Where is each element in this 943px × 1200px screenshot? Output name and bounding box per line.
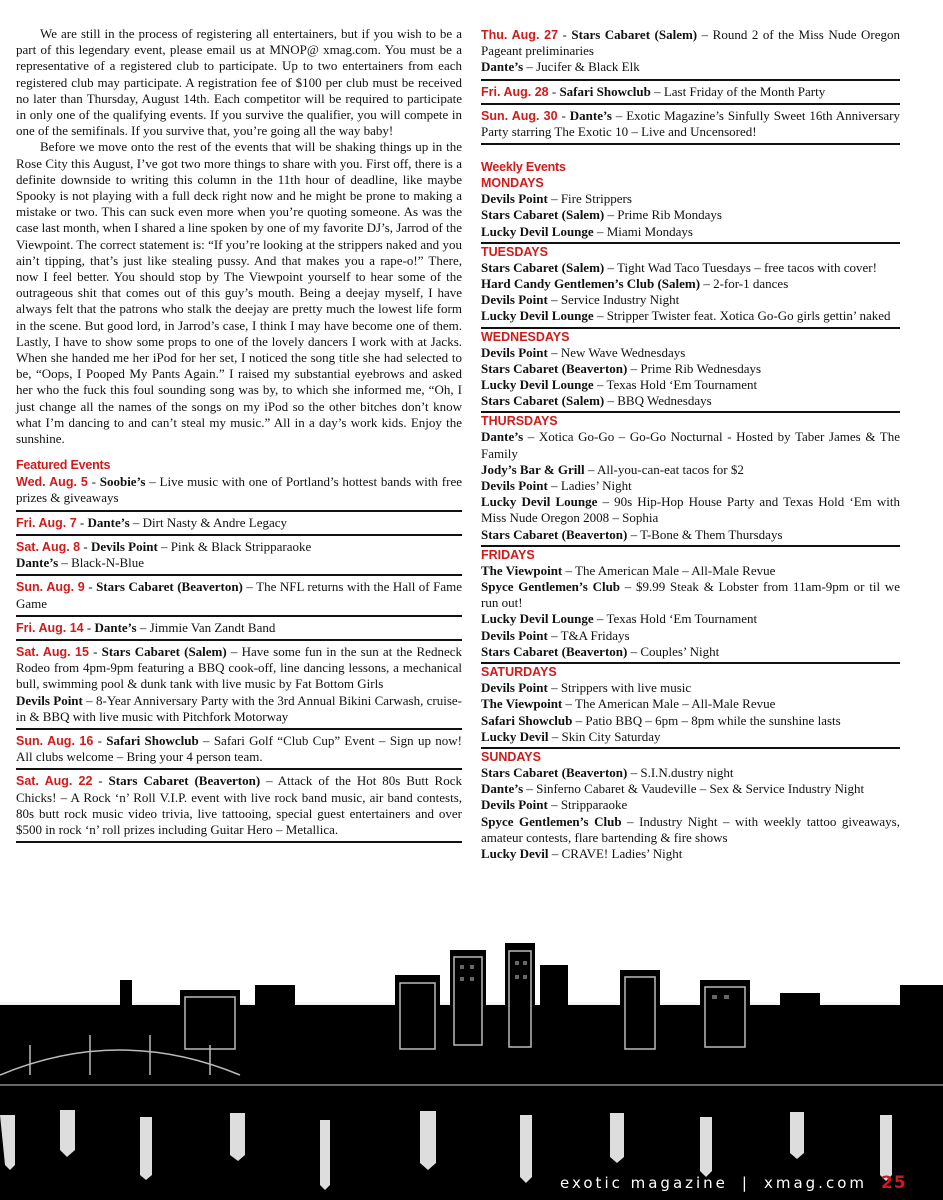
weekly-event: Devils Point – T&A Fridays: [481, 627, 630, 643]
weekly-description: All-you-can-eat tacos for $2: [596, 461, 744, 477]
event-date: Sun. Aug. 16: [16, 733, 94, 748]
weekly-description: New Wave Wednesdays: [560, 344, 686, 360]
weekly-event: Lucky Devil Lounge – Stripper Twister feat. Xotica Go-Go girls gettin’ naked: [481, 308, 891, 324]
weekly-description: Industry Night – with weekly tattoo giveaways, amateur contests, flare bartending & fire shows: [481, 813, 900, 845]
featured-events-list: [16, 473, 462, 843]
weekly-description: 90s Hip-Hop House Party and Texas Hold ‘Em with Miss Nude Oregon 2008 – Sophia: [481, 494, 900, 526]
intro-paragraph: Before we move onto the rest of the events that will be shaking things up in the Rose City this August, I’ve got two more things to share with you. First off, there is a definite downside to writing this column in the 11th hour of deadline, like maybe Spooky is not playing with a full deck right now and he might be prone to making a mistake or two. This can suck even more when you’re quoting someone. As was the case last month, when I shared a line spoken by one of my favorite DJ’s, Jarrod of the Viewpoint. The correct statement is: “If you’re looking at the strippers naked and you ain’t tipping, that’s just like stealing pussy. And that makes you a rape-o!” There, now I feel better. You should stop by The Viewpoint yourself to hear some of the outrageous shit that comes out of this guy’s mouth. Being a deejay myself, I have always felt that the patrons who stalk the deejay are pretty much the lowest life form in the scene. But good lord, in Jarrod’s case, I think I may have become one of them. Lastly, I have to show some props to one of the lovely dancers I work with at Jacks. When she handed me her iPod for her set, I noticed the song title she had selected to be, “Oops, I Pooped My Pants Again.” I raised my substantial eyebrows and asked her who the fuck this foul sounding song was by, to which she informed me, “Oh, I just change all the names of the songs on my iPod so the other bitches don’t know what I’m dancing to and can’t steal my music.” All in a day’s work kids. Enjoy the sunshine.: [16, 139, 462, 447]
event-line: Sun. Aug. 30 - Dante’s – Exotic Magazine’s Sinfully Sweet 16th Anniversary Party starring The Exotic 10 – Live and Uncensored!: [481, 107, 900, 140]
event-venue: Stars Cabaret (Salem): [101, 643, 227, 659]
weekly-description: Sinferno Cabaret & Vaudeville – Sex & Service Industry Night: [536, 781, 865, 797]
event-description: The NFL returns with the Hall of Fame Game: [16, 579, 462, 611]
weekly-venue: Devils Point: [481, 680, 548, 696]
weekly-description: 2-for-1 dances: [713, 276, 789, 292]
weekly-event: Spyce Gentlemen’s Club – Industry Night – with weekly tattoo giveaways, amateur contests, flare bartending & fire shows: [481, 813, 900, 845]
weekday-heading: FRIDAYS: [481, 545, 900, 563]
weekly-venue: Stars Cabaret (Beaverton): [481, 360, 628, 376]
weekly-event: Stars Cabaret (Beaverton) – Prime Rib Wednesdays: [481, 360, 762, 376]
weekly-event: Devils Point – Fire Strippers: [481, 191, 632, 207]
event-venue: Dante’s: [569, 107, 612, 123]
event-date: Thu. Aug. 27: [481, 28, 559, 42]
weekly-description: The American Male – All-Male Revue: [575, 696, 776, 712]
weekly-description: T&A Fridays: [560, 627, 630, 643]
intro-article: [16, 26, 462, 447]
event-line: Sat. Aug. 15 - Stars Cabaret (Salem) – Have some fun in the sun at the Redneck Rodeo from 4pm-9pm featuring a BBQ cook-off, line dancing lessons, a mechanical bull, swimming pool & dunk tank with live music by Fat Bottom Girls: [16, 643, 462, 692]
event-description: Black-N-Blue: [71, 555, 145, 571]
event-description: Safari Golf “Club Cup” Event – Sign up now! All clubs welcome – Bring your 4 person team.: [16, 732, 462, 765]
weekly-venue: Lucky Devil: [481, 845, 549, 861]
weekly-event: Stars Cabaret (Salem) – Tight Wad Taco Tuesdays – free tacos with cover!: [481, 259, 877, 275]
weekly-venue: Dante’s: [481, 781, 524, 797]
event-venue: Dante’s: [16, 555, 59, 571]
weekly-venue: Devils Point: [481, 292, 548, 308]
weekly-description: Fire Strippers: [560, 191, 632, 207]
weekly-description: Stripparaoke: [560, 797, 628, 813]
featured-event: [16, 732, 462, 770]
weekly-venue: Spyce Gentlemen’s Club: [481, 813, 622, 829]
page-footer: [560, 1170, 943, 1196]
weekly-event: Stars Cabaret (Beaverton) – Couples’ Night: [481, 643, 720, 659]
event-venue: Dante’s: [87, 514, 130, 530]
event-line: Devils Point – 8-Year Anniversary Party with the 3rd Annual Bikini Carwash, cruise-in & BBQ with live music with Pitchfork Motorway: [16, 692, 462, 724]
featured-event: [481, 107, 900, 145]
featured-events-continued: [481, 26, 900, 145]
weekly-event: Devils Point – Stripparaoke: [481, 797, 628, 813]
weekly-venue: Lucky Devil Lounge: [481, 308, 594, 324]
weekly-event: Lucky Devil Lounge – 90s Hip-Hop House Party and Texas Hold ‘Em with Miss Nude Oregon 2008 – Sophia: [481, 494, 900, 526]
weekly-event: Lucky Devil Lounge – Miami Mondays: [481, 223, 693, 239]
weekly-description: Ladies’ Night: [560, 478, 632, 494]
weekly-venue: Hard Candy Gentlemen’s Club (Salem): [481, 276, 701, 292]
featured-event: [16, 538, 462, 576]
weekly-event: The Viewpoint – The American Male – All-Male Revue: [481, 562, 776, 578]
weekly-venue: Lucky Devil: [481, 728, 549, 744]
weekly-event: Lucky Devil Lounge – Texas Hold ‘Em Tournament: [481, 611, 758, 627]
weekly-venue: Devils Point: [481, 344, 548, 360]
weekly-description: CRAVE! Ladies’ Night: [561, 845, 683, 861]
event-description: Pink & Black Stripparaoke: [170, 538, 312, 554]
weekly-event: Devils Point – Ladies’ Night: [481, 478, 632, 494]
page-number: 25: [881, 1173, 907, 1193]
weekly-venue: Stars Cabaret (Salem): [481, 207, 605, 223]
weekly-description: Tight Wad Taco Tuesdays – free tacos with cover!: [617, 259, 877, 275]
event-venue: Devils Point: [16, 692, 83, 708]
event-line: Thu. Aug. 27 - Stars Cabaret (Salem) – Round 2 of the Miss Nude Oregon Pageant preliminaries: [481, 27, 900, 59]
weekday-heading: SATURDAYS: [481, 662, 900, 680]
weekly-description: $9.99 Steak & Lobster from 11am-9pm or til we run out!: [481, 579, 900, 611]
event-description: Live music with one of Portland’s hottest bands with free prizes & giveaways: [16, 474, 462, 506]
weekly-description: Couples’ Night: [640, 643, 720, 659]
event-line: Sat. Aug. 8 - Devils Point – Pink & Black Stripparaoke: [16, 538, 312, 554]
event-venue: Dante’s: [481, 59, 524, 75]
city-skyline-illustration: [0, 935, 943, 1200]
weekday-heading: TUESDAYS: [481, 242, 900, 260]
event-venue: Stars Cabaret (Beaverton): [108, 773, 261, 789]
featured-event: [16, 473, 462, 511]
event-description: Round 2 of the Miss Nude Oregon Pageant preliminaries: [481, 27, 900, 59]
weekly-venue: Lucky Devil Lounge: [481, 223, 594, 239]
event-date: Sun. Aug. 9: [16, 580, 85, 595]
weekly-venue: Dante’s: [481, 429, 524, 445]
weekly-venue: Lucky Devil Lounge: [481, 494, 598, 510]
featured-event: [16, 514, 462, 536]
featured-event: [16, 643, 462, 730]
weekly-description: BBQ Wednesdays: [617, 393, 712, 409]
weekly-venue: Devils Point: [481, 797, 548, 813]
weekly-event: Jody’s Bar & Grill – All-you-can-eat tacos for $2: [481, 461, 744, 477]
weekly-event: Spyce Gentlemen’s Club – $9.99 Steak & Lobster from 11am-9pm or til we run out!: [481, 579, 900, 611]
event-line: Fri. Aug. 7 - Dante’s – Dirt Nasty & Andre Legacy: [16, 514, 288, 530]
event-description: 8-Year Anniversary Party with the 3rd Annual Bikini Carwash, cruise-in & BBQ with live music with Pitchfork Motorway: [16, 692, 462, 724]
weekly-venue: Jody’s Bar & Grill: [481, 461, 585, 477]
weekly-venue: Spyce Gentlemen’s Club: [481, 579, 621, 595]
weekly-venue: Stars Cabaret (Salem): [481, 393, 605, 409]
weekly-venue: Lucky Devil Lounge: [481, 611, 594, 627]
weekly-description: Prime Rib Mondays: [617, 207, 722, 223]
event-line: Sat. Aug. 22 - Stars Cabaret (Beaverton) – Attack of the Hot 80s Butt Rock Chicks! – A Rock ‘n’ Roll V.I.P. event with live rock band music, air band contests, 80s butt rock music video trivia, live tattooing, special guest entertainers and over $500 in rock ‘n’ roll prizes including Guitar Hero – Metallica.: [16, 773, 462, 837]
right-column: [481, 26, 900, 862]
weekly-description: Xotica Go-Go – Go-Go Nocturnal - Hosted by Taber James & The Family: [481, 429, 901, 461]
magazine-site: xmag.com: [763, 1174, 867, 1192]
weekly-event: Devils Point – Service Industry Night: [481, 292, 680, 308]
weekly-venue: Safari Showclub: [481, 712, 573, 728]
weekday-heading: MONDAYS: [481, 176, 544, 191]
event-date: Sat. Aug. 22: [16, 774, 93, 789]
weekly-venue: The Viewpoint: [481, 562, 563, 578]
weekly-event: Dante’s – Xotica Go-Go – Go-Go Nocturnal - Hosted by Taber James & The Family: [481, 429, 901, 461]
event-venue: Soobie’s: [99, 474, 146, 490]
event-venue: Safari Showclub: [559, 83, 651, 99]
magazine-name: exotic magazine: [560, 1174, 728, 1192]
weekly-venue: Stars Cabaret (Beaverton): [481, 764, 628, 780]
weekly-event: Stars Cabaret (Salem) – Prime Rib Mondays: [481, 207, 722, 223]
event-description: Dirt Nasty & Andre Legacy: [142, 514, 288, 530]
weekly-venue: Stars Cabaret (Beaverton): [481, 526, 628, 542]
event-line: Fri. Aug. 28 - Safari Showclub – Last Friday of the Month Party: [481, 83, 826, 99]
weekly-venue: The Viewpoint: [481, 696, 563, 712]
weekly-venue: Stars Cabaret (Salem): [481, 259, 605, 275]
event-description: Attack of the Hot 80s Butt Rock Chicks! – A Rock ‘n’ Roll V.I.P. event with live rock band music, air band contests, 80s butt rock music video trivia, live tattooing, special guest entertainers and over $500 in rock ‘n’ roll prizes including Guitar Hero – Metallica.: [16, 773, 462, 837]
weekly-venue: Devils Point: [481, 627, 548, 643]
weekly-event: The Viewpoint – The American Male – All-Male Revue: [481, 696, 776, 712]
weekly-description: Miami Mondays: [606, 223, 693, 239]
event-venue: Dante’s: [94, 619, 137, 635]
event-date: Fri. Aug. 14: [16, 620, 84, 635]
featured-event: [481, 26, 900, 81]
event-description: Last Friday of the Month Party: [663, 83, 826, 99]
weekly-venue: Lucky Devil Lounge: [481, 377, 594, 393]
event-line: Wed. Aug. 5 - Soobie’s – Live music with one of Portland’s hottest bands with free prizes & giveaways: [16, 474, 462, 506]
weekday-heading: SUNDAYS: [481, 747, 900, 765]
weekly-event: Stars Cabaret (Beaverton) – S.I.N.dustry night: [481, 764, 734, 780]
weekly-event: Hard Candy Gentlemen’s Club (Salem) – 2-for-1 dances: [481, 276, 789, 292]
weekly-event: Lucky Devil – CRAVE! Ladies’ Night: [481, 845, 683, 861]
event-date: Sat. Aug. 15: [16, 644, 89, 659]
event-line: Dante’s – Black-N-Blue: [16, 555, 145, 571]
weekly-description: Texas Hold ‘Em Tournament: [606, 611, 758, 627]
weekly-venue: Stars Cabaret (Beaverton): [481, 643, 628, 659]
event-venue: Stars Cabaret (Salem): [571, 27, 698, 42]
event-description: Exotic Magazine’s Sinfully Sweet 16th Anniversary Party starring The Exotic 10 – Live and Uncensored!: [481, 107, 900, 140]
weekly-description: Prime Rib Wednesdays: [640, 360, 762, 376]
footer-separator: |: [741, 1174, 750, 1192]
weekly-description: Service Industry Night: [560, 292, 680, 308]
weekday-heading: WEDNESDAYS: [481, 327, 900, 345]
weekly-event: Devils Point – New Wave Wednesdays: [481, 344, 686, 360]
weekly-event: Devils Point – Strippers with live music: [481, 680, 692, 696]
event-line: Sun. Aug. 9 - Stars Cabaret (Beaverton) – The NFL returns with the Hall of Fame Game: [16, 579, 462, 611]
intro-paragraph: We are still in the process of registering all entertainers, but if you wish to be a part of this legendary event, please email us at MNOP@ xmag.com. You must be a representative of a registered club to participate. Up to two entertainers from each registered club may participate. A registration fee of $100 per club must be received no later than Thursday, August 14th. Each competitor will be required to participate in only one of the qualifying events. If you survive the qualifier, you will compete in one of the semifinals. If you survive that, you’re going all the way baby!: [16, 26, 462, 139]
featured-event: [16, 578, 462, 616]
event-venue: Safari Showclub: [106, 732, 199, 748]
event-date: Fri. Aug. 28: [481, 84, 549, 99]
weekly-description: The American Male – All-Male Revue: [575, 562, 776, 578]
event-venue: Devils Point: [90, 538, 158, 554]
weekly-description: Texas Hold ‘Em Tournament: [606, 377, 758, 393]
weekly-event: Lucky Devil – Skin City Saturday: [481, 728, 661, 744]
weekly-events-heading: Weekly Events: [481, 160, 566, 175]
event-date: Sun. Aug. 30: [481, 108, 558, 123]
event-description: Jucifer & Black Elk: [536, 59, 640, 75]
event-date: Wed. Aug. 5: [16, 475, 88, 490]
featured-event: [481, 83, 900, 105]
weekly-description: Patio BBQ – 6pm – 8pm while the sunshine lasts: [585, 712, 841, 728]
event-venue: Stars Cabaret (Beaverton): [96, 579, 243, 595]
featured-event: [16, 772, 462, 843]
weekly-event: Stars Cabaret (Salem) – BBQ Wednesdays: [481, 393, 712, 409]
left-column: [16, 26, 462, 845]
featured-event: [16, 619, 462, 641]
featured-events-heading: Featured Events: [16, 458, 111, 473]
weekly-event: Safari Showclub – Patio BBQ – 6pm – 8pm while the sunshine lasts: [481, 712, 841, 728]
weekly-description: Skin City Saturday: [561, 728, 661, 744]
weekly-event: Dante’s – Sinferno Cabaret & Vaudeville – Sex & Service Industry Night: [481, 781, 865, 797]
event-description: Jimmie Van Zandt Band: [149, 619, 276, 635]
weekly-event: Lucky Devil Lounge – Texas Hold ‘Em Tournament: [481, 377, 758, 393]
weekly-description: Strippers with live music: [560, 680, 692, 696]
weekly-description: T-Bone & Them Thursdays: [640, 526, 783, 542]
event-line: Dante’s – Jucifer & Black Elk: [481, 59, 640, 75]
event-date: Fri. Aug. 7: [16, 515, 77, 530]
weekday-heading: THURSDAYS: [481, 411, 900, 429]
weekly-events-list: [481, 175, 900, 862]
weekly-venue: Devils Point: [481, 191, 548, 207]
weekly-event: Stars Cabaret (Beaverton) – T-Bone & Them Thursdays: [481, 526, 783, 542]
weekly-description: S.I.N.dustry night: [640, 764, 734, 780]
event-line: Fri. Aug. 14 - Dante’s – Jimmie Van Zandt Band: [16, 619, 276, 635]
event-description: Have some fun in the sun at the Redneck Rodeo from 4pm-9pm featuring a BBQ cook-off, line dancing lessons, a mechanical bull, swimming pool & dunk tank with live music by Fat Bottom Girls: [16, 643, 462, 692]
event-line: Sun. Aug. 16 - Safari Showclub – Safari Golf “Club Cup” Event – Sign up now! All clubs welcome – Bring your 4 person team.: [16, 732, 462, 765]
weekly-venue: Devils Point: [481, 478, 548, 494]
event-date: Sat. Aug. 8: [16, 539, 81, 554]
weekly-description: Stripper Twister feat. Xotica Go-Go girls gettin’ naked: [606, 308, 891, 324]
